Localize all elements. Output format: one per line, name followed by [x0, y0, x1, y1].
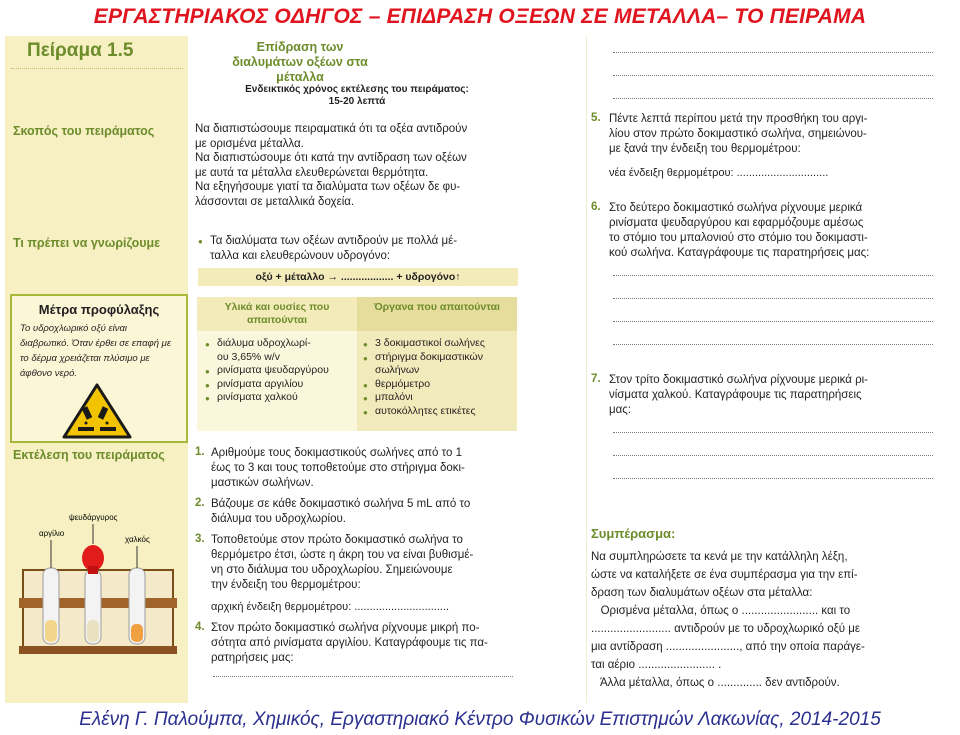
text-line: ......................... αντιδρούν με το υδροχλωρικό οξύ με: [591, 623, 861, 635]
answer-line: [613, 478, 933, 479]
step-number: 6.: [591, 201, 601, 213]
text-line: Τοποθετούμε στον πρώτο δοκιμαστικό σωλήνα το: [211, 534, 463, 546]
safety-text: Το υδροχλωρικό οξύ είναι διαβρωτικό. Όταν έρθει σε επαφή με το δέρμα χρειάζεται πλύσιμο με άφθονο νερό.: [20, 323, 172, 379]
text-line: λάσσονται σε μεταλλικά δοχεία.: [195, 195, 355, 208]
procedure-step: [609, 373, 937, 418]
duration-info: [197, 84, 517, 108]
text-line: Βάζουμε σε κάθε δοκιμαστικό σωλήνα 5 mL από το: [211, 498, 471, 510]
list-item: ● ρινίσματα ψευδαργύρου: [217, 364, 329, 377]
text-line: Να διαπιστώσουμε ότι κατά την αντίδραση των οξέων: [195, 152, 467, 164]
initial-reading: αρχική ένδειξη θερμομέτρου: ...............................: [211, 601, 450, 613]
list-item: ● θερμόμετρο: [375, 378, 430, 391]
list-item: ● ρινίσματα αργιλίου: [217, 378, 303, 391]
reaction-equation: οξύ + μέταλλο → .................. + υδρογόνο↑: [198, 268, 518, 286]
list-item: ● μπαλόνι: [375, 391, 413, 404]
text-line: Στο δεύτερο δοκιμαστικό σωλήνα ρίχνουμε μερικά: [609, 202, 863, 214]
text-line: νίσματα χαλκού. Καταγράφουμε τις παρατηρήσεις: [609, 389, 862, 401]
text-line: κού σωλήνα. Καταγράφουμε τις παρατηρήσεις μας:: [609, 247, 870, 259]
text-line: ταλλα και ελευθερώνουν υδρογόνο:: [210, 249, 391, 262]
duration-value: 15-20 λεπτά: [328, 96, 386, 107]
step-number: 5.: [591, 112, 601, 124]
text-line: ώστε να καταλήξετε σε ένα συμπέρασμα για την επί-: [591, 569, 858, 581]
text-line: Άλλα μέταλλα, όπως ο .............. δεν αντιδρούν.: [591, 677, 840, 689]
text-line: δραση των διαλυμάτων οξέων στα μέταλλα:: [591, 587, 813, 599]
conclusion-title: Συμπέρασμα:: [591, 526, 676, 541]
list-item: ου 3,65% w/v: [217, 350, 280, 363]
text-line: Αριθμούμε τους δοκιμαστικούς σωλήνες από το 1: [211, 447, 462, 459]
text-line: σότητα από ρινίσματα αργιλίου. Καταγράφουμε τις πα-: [211, 637, 488, 649]
step-number: 4.: [195, 621, 205, 633]
procedure-label: Εκτέλεση του πειράματος: [13, 448, 165, 462]
answer-line: [613, 52, 933, 53]
safety-title: Μέτρα προφύλαξης: [38, 302, 160, 317]
step-number: 3.: [195, 533, 205, 545]
materials-list: [197, 331, 357, 431]
tools-header: Όργανα που απαιτούνται: [357, 297, 517, 331]
list-item: ● 3 δοκιμαστικοί σωλήνες: [375, 337, 485, 350]
procedure-steps-left: [195, 446, 525, 703]
aim-text: [195, 122, 525, 209]
divider: [11, 68, 183, 69]
answer-line: [213, 676, 513, 677]
test-tube-illustration: [9, 508, 185, 658]
column-divider: [586, 36, 587, 703]
list-item: ● διάλυμα υδροχλωρί-: [217, 337, 311, 350]
text-line: Να εξηγήσουμε γιατί τα διαλύματα των οξέων δε φυ-: [195, 181, 461, 193]
materials-header: Υλικά και ουσίες που απαιτούνται: [197, 297, 357, 331]
worksheet-page: [5, 36, 942, 703]
answer-line: [613, 298, 933, 299]
text-line: ρινίσματα ψευδαργύρου και εφαρμόζουμε αμέσως: [609, 217, 864, 229]
text-line: νη στο διάλυμα του υδροχλωρίου. Σημειώνουμε: [211, 564, 453, 576]
copper-label: χαλκός: [125, 535, 150, 544]
aim-label: Σκοπός του πειράματος: [13, 124, 155, 138]
procedure-step: [609, 112, 937, 157]
text-line: έως το 3 και τους τοποθετούμε στο στήριγμα δοκι-: [211, 462, 465, 474]
answer-line: [613, 432, 933, 433]
answer-line: [613, 321, 933, 322]
knowledge-label: Τι πρέπει να γνωρίζουμε: [13, 236, 161, 250]
procedure-steps-right: [591, 40, 936, 520]
list-item: ● αυτοκόλλητες ετικέτες: [375, 405, 476, 418]
text-line: Ορισμένα μέταλλα, όπως ο ........................ και το: [591, 605, 851, 617]
text-line: Να συμπληρώσετε τα κενά με την κατάλληλη λέξη,: [591, 551, 848, 563]
text-line: λίου στον πρώτο δοκιμαστικό σωλήνα, σημειώνου-: [609, 128, 867, 140]
answer-line: [613, 98, 933, 99]
safety-box: [10, 294, 188, 443]
text-line: διάλυμα του υδροχλωρίου.: [211, 513, 346, 525]
text-line: την ένδειξη του θερμομέτρου:: [211, 579, 361, 591]
text-line: μαστικών σωλήνων.: [211, 477, 314, 489]
text-line: ρατηρήσεις μας:: [211, 652, 294, 664]
conclusion-text: [591, 548, 936, 692]
duration-label: Ενδεικτικός χρόνος εκτέλεσης του πειράματος:: [245, 84, 469, 95]
text-line: το στόμιο του μπαλονιού στο στόμιο του δοκιμαστι-: [609, 232, 868, 244]
procedure-step: [609, 201, 937, 261]
text-line: Στον πρώτο δοκιμαστικό σωλήνα ρίχνουμε μικρή πο-: [211, 622, 480, 634]
knowledge-text: [210, 234, 520, 263]
step-number: 7.: [591, 373, 601, 385]
zinc-label: ψευδάργυρος: [69, 513, 118, 522]
text-line: Να διαπιστώσουμε πειραματικά ότι τα οξέα αντιδρούν: [195, 123, 468, 135]
aluminium-label: αργίλιο: [39, 529, 65, 538]
text-line: με ορισμένα μέταλλα.: [195, 137, 304, 150]
answer-line: [613, 75, 933, 76]
list-item: σωλήνων: [375, 364, 420, 376]
new-reading: νέα ένδειξη θερμομέτρου: ..............................: [609, 167, 829, 179]
list-item: ● ρινίσματα χαλκού: [217, 391, 298, 404]
text-line: μια αντίδραση ......................., από την οποία παράγε-: [591, 641, 865, 653]
answer-line: [613, 455, 933, 456]
corrosive-warning-icon: [62, 383, 132, 439]
experiment-title: Πείραμα 1.5: [27, 40, 134, 61]
page-banner-title: ΕΡΓΑΣΤΗΡΙΑΚΟΣ ΟΔΗΓΟΣ – ΕΠΙΔΡΑΣΗ ΟΞΕΩΝ ΣΕ ΜΕΤΑΛΛΑ– ΤΟ ΠΕΙΡΑΜΑ: [93, 5, 867, 28]
step-number: 1.: [195, 446, 205, 458]
page-footer-credits: Ελένη Γ. Παλούμπα, Χημικός, Εργαστηριακό Κέντρο Φυσικών Επιστημών Λακωνίας, 2014-2015: [79, 709, 881, 730]
experiment-heading: Επίδραση των διαλυμάτων οξέων στα μέταλλα: [232, 40, 368, 84]
answer-line: [613, 275, 933, 276]
text-line: μας:: [609, 404, 632, 416]
text-line: ται αέριο ........................ .: [591, 659, 722, 671]
list-item: ● στήριγμα δοκιμαστικών: [375, 351, 483, 364]
text-line: θερμόμετρο έτσι, ώστε η άκρη του να είναι βυθισμέ-: [211, 549, 474, 561]
text-line: Πέντε λεπτά περίπου μετά την προσθήκη του αργι-: [609, 113, 868, 125]
text-line: με ξανά την ένδειξη του θερμομέτρου:: [609, 143, 801, 155]
text-line: ● Τα διαλύματα των οξέων αντιδρούν με πολλά μέ-: [210, 234, 520, 249]
step-number: 2.: [195, 497, 205, 509]
answer-line: [613, 344, 933, 345]
text-line: με αυτά τα μέταλλα ελευθερώνεται θερμότητα.: [195, 166, 429, 179]
text-line: Στον τρίτο δοκιμαστικό σωλήνα ρίχνουμε μερικά ρι-: [609, 374, 869, 386]
tools-list: [357, 331, 517, 431]
